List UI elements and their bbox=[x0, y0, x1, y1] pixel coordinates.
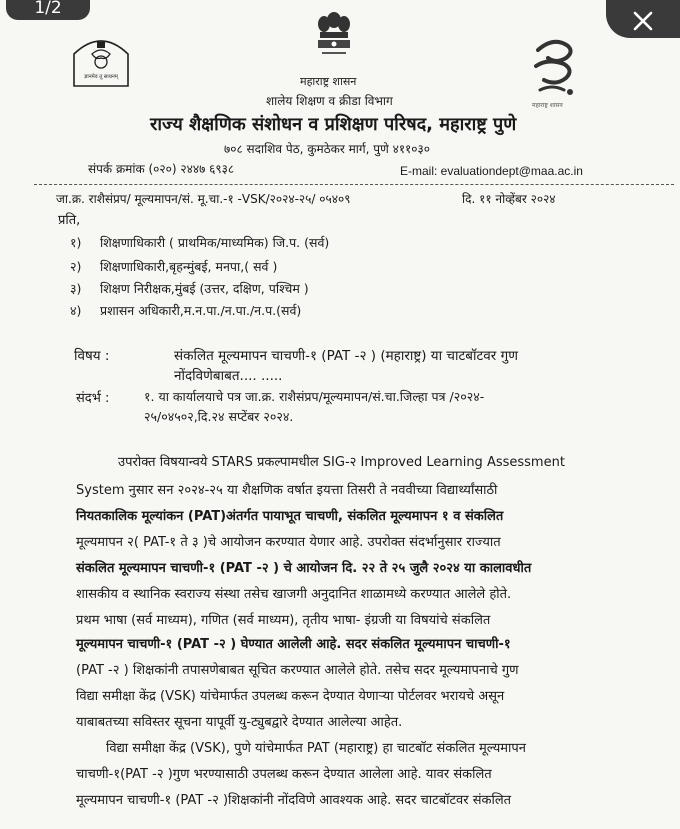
reference-label: संदर्भ : bbox=[76, 391, 110, 406]
body-line: मूल्यमापन चाचणी-१ (PAT -२ )शिक्षकांनी नोंदविणे आवश्यक आहे. सदर चाटबॉटवर संकलित bbox=[76, 793, 512, 808]
subject-text-cont: नोंदविणेबाबत.... ..... bbox=[174, 368, 283, 384]
body-line: नियतकालिक मूल्यांकन (PAT)अंतर्गत पायाभूत चाचणी, संकलित मूल्यमापन १ व संकलित bbox=[76, 509, 504, 524]
body-line: मूल्यमापन २( PAT-१ ते ३ )चे आयोजन करण्यात येणार आहे. उपरोक्त संदर्भानुसार राज्यात bbox=[76, 535, 501, 550]
body-line: प्रथम भाषा (सर्व माध्यम), गणित (सर्व माध्यम), तृतीय भाषा- इंग्रजी या विषयांचे संकलित bbox=[76, 613, 491, 628]
body-line: विद्या समीक्षा केंद्र (VSK) यांचेमार्फत उपलब्ध करून देण्यात येणाऱ्या पोर्टलवर भरायचे असून bbox=[76, 689, 505, 704]
subject-label: विषय : bbox=[74, 348, 110, 364]
council-name: राज्य शैक्षणिक संशोधन व प्रशिक्षण परिषद, महाराष्ट्र पुणे bbox=[150, 114, 517, 135]
letter-date: दि. ११ नोव्हेंबर २०२४ bbox=[462, 192, 556, 206]
department-name: शालेय शिक्षण व क्रीडा विभाग bbox=[266, 94, 393, 108]
body-line: उपरोक्त विषयान्वये STARS प्रकल्पामधील SIG-२ Improved Learning Assessment bbox=[118, 455, 565, 470]
logo-motto: ज्ञानमेव तू साधनम् bbox=[84, 74, 118, 80]
department-logo-caption: महाराष्ट्र शासन bbox=[532, 102, 563, 109]
page-indicator: 1/2 bbox=[6, 0, 90, 20]
addressee-label: प्रति, bbox=[58, 213, 81, 228]
office-address: ७०८ सदाशिव पेठ, कुमठेकर मार्ग, पुणे ४११०३० bbox=[224, 142, 431, 156]
reference-text: १. या कार्यालयाचे पत्र जा.क्र. राशैसंप्रप/मूल्यमापन/सं.चा.जिल्हा पत्र /२०२४- bbox=[144, 389, 485, 404]
state-government: महाराष्ट्र शासन bbox=[300, 75, 357, 88]
contact-number: संपर्क क्रमांक (०२०) २४४७ ६९३८ bbox=[88, 162, 235, 176]
body-line: संकलित मूल्यमापन चाचणी-१ (PAT -२ ) चे आयोजन दि. २२ ते २५ जुलै २०२४ या कालावधीत bbox=[76, 561, 532, 576]
subject-text: संकलित मूल्यमापन चाचणी-१ (PAT -२ ) (महाराष्ट्र) या चाटबॉटवर गुण bbox=[174, 348, 518, 364]
document-page: 1/2 ज्ञानमेव तू साधनम् महाराष्ट्र शासन महाराष्ट्र शासन शालेय शिक्षण व क्रीडा विभाग राज्य शैक्षणिक संशोधन व प्रशिक्षण परिषद, महाराष्ट्र पुणे ७०८ सदाशिव पेठ, कुमठेकर मार्ग, पुणे ४११०३० संपर्क क्रमांक (०२०) २४४७ ६९३८ E-mail: evaluationdept@maa.ac.in जा.क्र. राशैसंप्रप/ मूल्यमापन/सं. मू.चा.-१ -VSK/२०२४-२५/ ०५४०९ दि. ११ नोव्हेंबर २०२४ प्रति, १) शिक्षणाधिकारी ( प्राथमिक/माध्यमिक) जि.प. (सर्व) २) शिक्षणाधिकारी,बृहन्मुंबई, मनपा,( सर्व ) ३) शिक्षण निरीक्षक,मुंबई (उत्तर, दक्षिण, पश्चिम ) ४) प्रशासन अधिकारी,म.न.पा./न.पा./न.प.(सर्व) विषय : संकलित मूल्यमापन चाचणी-१ (PAT -२ ) (महाराष्ट्र) या चाटबॉटवर गुण नोंदविणेबाबत.... ..... संदर्भ : १. या कार्यालयाचे पत्र जा.क्र. राशैसंप्रप/मूल्यमापन/सं.चा.जिल्हा पत्र /२०२४- २५/०४५०२,दि.२४ सप्टेंबर २०२४. उपरोक्त विषयान्वये STARS प्रकल्पामधील SIG-२ Improved Learning Assessment System नुसार सन २०२४-२५ या शैक्षणिक वर्षात इयत्ता तिसरी ते नववीच्या विद्यार्थ्यांसाठी नियतकालिक मूल्यांकन (PAT)अंतर्गत पायाभूत चाचणी, संकलित मूल्यमापन १ व संकलित मूल्यमापन २( PAT-१ ते ३ )चे आयोजन करण्यात येणार आहे. उपरोक्त संदर्भानुसार राज्यात संकलित मूल्यमापन चाचणी-१ (PAT -२ ) चे आयोजन दि. २२ ते २५ जुलै २०२४ या कालावधीत शासकीय व स्थानिक स्वराज्य संस्था तसेच खाजगी अनुदानित शाळामध्ये करण्यात आलेले होते. प्रथम भाषा (सर्व माध्यम), गणित (सर्व माध्यम), तृतीय भाषा- इंग्रजी या विषयांचे संकलित मूल्यमापन चाचणी-१ (PAT -२ ) घेण्यात आलेली आहे. सदर संकलित मूल्यमापन चाचणी-१ (PAT -२ ) शिक्षकांनी तपासणेबाबत सूचित करण्यात आलेले होते. तसेच सदर मूल्यमापनाचे गुण विद्या समीक्षा केंद्र (VSK) यांचेमार्फत उपलब्ध करून देण्यात येणाऱ्या पोर्टलवर भरायचे असून याबाबतच्या सविस्तर सूचना यापूर्वी यु-ट्युबद्वारे देण्यात आलेल्या आहेत. विद्या समीक्षा केंद्र (VSK), पुणे यांचेमार्फत PAT (महाराष्ट्र) हा चाटबॉट संकलित मूल्यमापन चाचणी-१(PAT -२ )गुण भरण्यासाठी उपलब्ध करून देण्यात आलेला आहे. यावर संकलित मूल्यमापन चाचणी-१ (PAT -२ )शिक्षकांनी नोंदविणे आवश्यक आहे. सदर चाटबॉटवर संकलित bbox=[0, 0, 680, 829]
body-line: शासकीय व स्थानिक स्वराज्य संस्था तसेच खाजगी अनुदानित शाळामध्ये करण्यात आलेले होते. bbox=[76, 587, 512, 602]
body-line: (PAT -२ ) शिक्षकांनी तपासणेबाबत सूचित करण्यात आलेले होते. तसेच सदर मूल्यमापनाचे गुण bbox=[76, 663, 519, 678]
contact-email: E-mail: evaluationdept@maa.ac.in bbox=[400, 164, 583, 178]
body-line: मूल्यमापन चाचणी-१ (PAT -२ ) घेण्यात आलेली आहे. सदर संकलित मूल्यमापन चाचणी-१ bbox=[76, 637, 511, 652]
reference-number: जा.क्र. राशैसंप्रप/ मूल्यमापन/सं. मू.चा.-१ -VSK/२०२४-२५/ ०५४०९ bbox=[56, 192, 351, 206]
body-line: विद्या समीक्षा केंद्र (VSK), पुणे यांचेमार्फत PAT (महाराष्ट्र) हा चाटबॉट संकलित मूल्यमापन bbox=[106, 741, 527, 756]
body-line: चाचणी-१(PAT -२ )गुण भरण्यासाठी उपलब्ध करून देण्यात आलेला आहे. यावर संकलित bbox=[76, 767, 492, 782]
reference-text-cont: २५/०४५०२,दि.२४ सप्टेंबर २०२४. bbox=[144, 409, 294, 424]
body-line: System नुसार सन २०२४-२५ या शैक्षणिक वर्षात इयत्ता तिसरी ते नववीच्या विद्यार्थ्यांसाठी bbox=[76, 483, 498, 498]
body-line: याबाबतच्या सविस्तर सूचना यापूर्वी यु-ट्युबद्वारे देण्यात आलेल्या आहेत. bbox=[76, 715, 403, 730]
